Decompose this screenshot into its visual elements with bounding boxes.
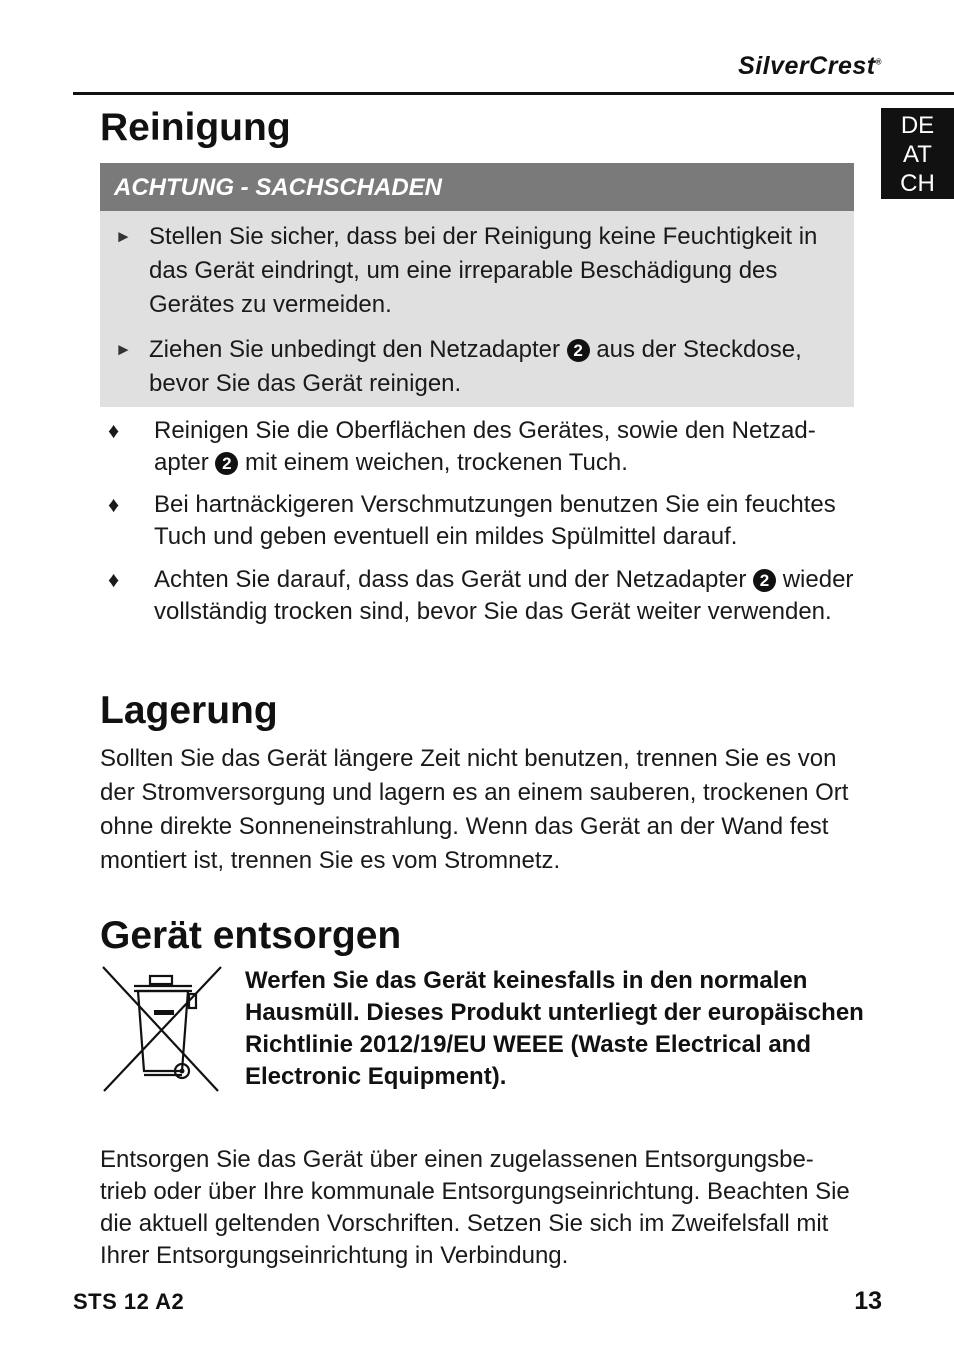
warning-box (100, 163, 854, 407)
reference-number: 2 (567, 339, 590, 362)
weee-notice: Werfen Sie das Gerät keinesfalls in den normalen Hausmüll. Dieses Produkt unterliegt der europäischen Richtlinie 2012/19/EU WEEE (Waste Electrical and Electronic Equipment). (245, 967, 864, 1090)
warning-item-text (149, 333, 839, 401)
text-part: Ziehen Sie unbedingt den Netzadapter (149, 336, 560, 363)
arrow-right-icon: ► (115, 340, 132, 359)
header-rule (73, 92, 954, 95)
diamond-bullet-icon: ♦ (108, 418, 120, 443)
warning-item-text: Stellen Sie sicher, dass bei der Reinigung keine Feuchtigkeit in das Gerät eindringt, um eine irreparable Beschädigung des Gerätes zu vermeiden. (149, 223, 818, 318)
storage-paragraph: Sollten Sie das Gerät längere Zeit nicht benutzen, trennen Sie es von der Stromversorgung und lagern es an einem sauberen, trockenen Ort ohne direkte Sonneneinstrahlung. Wenn das Gerät an der Wand fest montiert ist, trennen Sie es vom Stromnetz. (100, 745, 849, 874)
heading-cleaning: Reinigung (100, 106, 291, 149)
page-number: 13 (854, 1287, 882, 1315)
lang-at: AT (903, 141, 932, 168)
text-part: Reinigen Sie die Oberflächen des Gerätes, sowie den Netzad-apter (154, 417, 816, 476)
crossed-out-wheelie-bin-icon (100, 965, 224, 1093)
brand-logo (738, 52, 882, 81)
heading-storage: Lagerung (100, 689, 278, 732)
diamond-bullet-icon: ♦ (108, 492, 120, 517)
reference-number: 2 (753, 569, 776, 592)
lang-ch: CH (900, 170, 935, 197)
text-part: mit einem weichen, trockenen Tuch. (245, 449, 628, 476)
model-number: STS 12 A2 (73, 1289, 185, 1314)
warning-title: ACHTUNG - SACHSCHADEN (100, 163, 854, 211)
text-part: Achten Sie darauf, dass das Gerät und der Netzadapter (154, 566, 747, 593)
heading-disposal: Gerät entsorgen (100, 914, 402, 957)
diamond-bullet-icon: ♦ (108, 567, 120, 592)
reference-number: 2 (215, 452, 238, 475)
list-item-text (154, 415, 854, 479)
list-item-text: Bei hartnäckigeren Verschmutzungen benutzen Sie ein feuchtes Tuch und geben eventuell ein mildes Spülmittel darauf. (154, 491, 836, 550)
list-item-text (154, 564, 854, 628)
disposal-paragraph: Entsorgen Sie das Gerät über einen zugelassenen Entsorgungsbe-trieb oder über Ihre kommunale Entsorgungseinrichtung. Beachten Sie die aktuell geltenden Vorschriften. Setzen Sie sich im Zweifelsfall mit Ihrer Entsorgungseinrichtung in Verbindung. (100, 1146, 850, 1269)
brand-name: SilverCrest (738, 52, 876, 80)
language-tab (881, 108, 954, 199)
text-part: aus der Steckdose, bevor Sie das Gerät reinigen. (149, 336, 802, 397)
registered-mark: ® (875, 57, 882, 67)
text-part: wieder vollständig trocken sind, bevor Sie das Gerät weiter verwenden. (154, 566, 854, 625)
arrow-right-icon: ► (115, 227, 132, 246)
lang-de: DE (900, 112, 935, 139)
